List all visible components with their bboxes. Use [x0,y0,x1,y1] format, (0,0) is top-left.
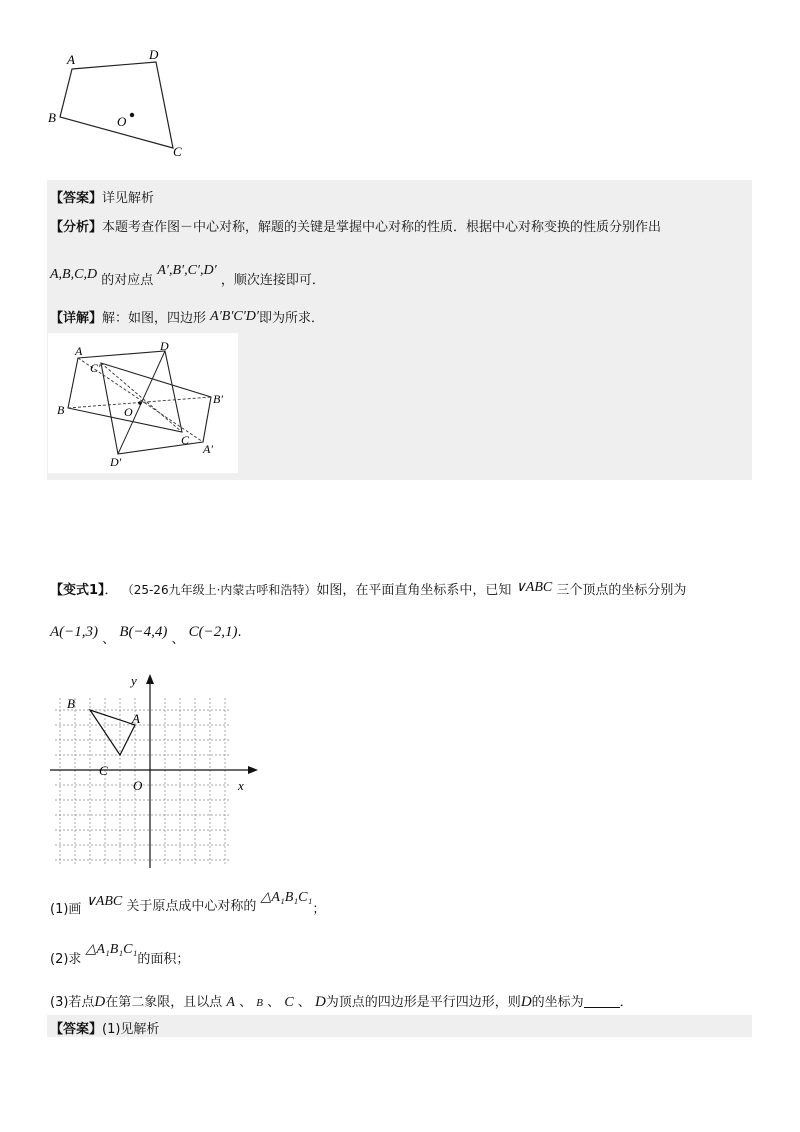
label-a-3: A [132,711,140,726]
q1-triangle: ∨ABC [85,894,123,909]
label-b-3: B [67,696,75,711]
detail-line [50,307,324,327]
q3-text-1: (3)若点 [50,995,95,1010]
question-1 [50,890,326,918]
q3-end: ． [619,995,633,1010]
answer-blank[interactable] [584,995,620,1008]
label-d-2: D [160,339,169,353]
analysis-text: 本题考查作图－中心对称，解题的关键是掌握中心对称的性质．根据中心对称变换的性质分别作出 [102,220,662,235]
point-o [130,113,134,117]
q3-text-3: 为顶点的四边形是平行四边形，则 [325,995,521,1010]
figure-2-svg [48,333,238,473]
variant-line-2 [50,621,242,647]
question-2 [50,942,190,968]
answer-line [50,187,154,206]
answer-2-line [50,1018,159,1037]
q3-text-2: 在第二象限，且以点 [105,995,223,1010]
label-c-3: C [99,763,108,778]
point-o-2 [138,401,142,405]
label-x: x [238,778,244,793]
label-o-2: O [124,405,133,419]
q1-end: ； [312,902,326,917]
answer-2-text: (1)见解析 [102,1022,160,1037]
q1-triangle-2: △A₁B₁C₁ [260,890,313,905]
answer-text: 详见解析 [102,191,155,206]
analysis-points-prime: A′,B′,C′,D′ [157,263,217,278]
label-b-2: B [57,403,65,417]
triangle-abc [90,710,135,755]
analysis-points: A,B,C,D [50,267,98,282]
detail-text-2: 即为所求． [258,311,324,326]
label-origin: O [133,778,143,793]
figure-symmetric-quadrilaterals [48,333,238,473]
q3-sep-2: 、 [267,995,281,1010]
label-d1-2: D′ [110,455,122,469]
variant-source: （25-26九年级上·内蒙古呼和浩特） [121,583,317,597]
label-c1-2: C′ [90,361,101,375]
label-a1-2: A′ [203,442,213,456]
label-b: B [48,110,56,125]
analysis-end: ，顺次连接即可． [220,273,325,288]
q3-d2: D [314,994,326,1010]
variant-text-1: 如图，在平面直角坐标系中，已知 [316,583,512,598]
answer-tag: 【答案】 [50,191,103,206]
coord-c: C(−2,1) [188,624,238,640]
analysis-tag: 【分析】 [50,220,103,235]
detail-text-1: 解：如图，四边形 [102,311,207,326]
quadrilateral-abcd-outline [60,62,173,148]
detail-quad: A′B′C′D′ [210,309,259,324]
question-3 [50,991,633,1011]
q3-b: B [256,997,264,1009]
detail-tag: 【详解】 [50,311,103,326]
variant-text-2: 三个顶点的坐标分别为 [556,583,687,598]
label-a-2: A [75,344,83,358]
answer-2-tag: 【答案】 [50,1022,103,1037]
label-c-2: C [181,433,190,447]
analysis-mid: 的对应点 [101,273,154,288]
coord-sep-1: 、 [102,632,116,647]
coord-b: B(−4,4) [119,624,168,640]
label-a: A [67,52,75,67]
quad-abcd [68,351,182,432]
label-d: D [149,47,159,62]
coord-sep-2: 、 [171,632,185,647]
label-o: O [117,114,127,129]
q3-sep-3: 、 [297,995,311,1010]
q1-num: (1)画 [50,902,82,917]
q3-d: D [94,994,106,1010]
q3-d3: D [520,994,532,1010]
variant-line-1 [50,579,686,599]
q2-text: 的面积； [137,952,190,967]
coord-a: A(−1,3) [50,624,99,640]
q3-a: A [226,995,235,1010]
variant-triangle: ∨ABC [515,580,553,595]
analysis-line-2 [50,263,325,288]
y-axis-arrow [146,674,154,684]
variant-dot: ． [104,583,118,598]
q2-triangle: △A₁B₁C₁ [85,942,138,957]
coord-end: . [237,625,242,640]
label-y: y [131,673,137,688]
label-b1-2: B′ [213,392,223,406]
label-c: C [173,144,182,159]
q2-num: (2)求 [50,952,82,967]
analysis-line [50,216,661,235]
x-axis-arrow [248,766,258,774]
variant-tag: 【变式1】 [50,583,105,598]
q1-text: 关于原点成中心对称的 [126,899,257,914]
figure-coordinate-grid [45,668,265,873]
q3-text-4: 的坐标为 [531,995,584,1010]
q3-c: C [284,995,294,1010]
grid-lines [55,698,230,866]
figure-quadrilateral-abcd [40,40,200,165]
q3-sep-1: 、 [239,995,253,1010]
